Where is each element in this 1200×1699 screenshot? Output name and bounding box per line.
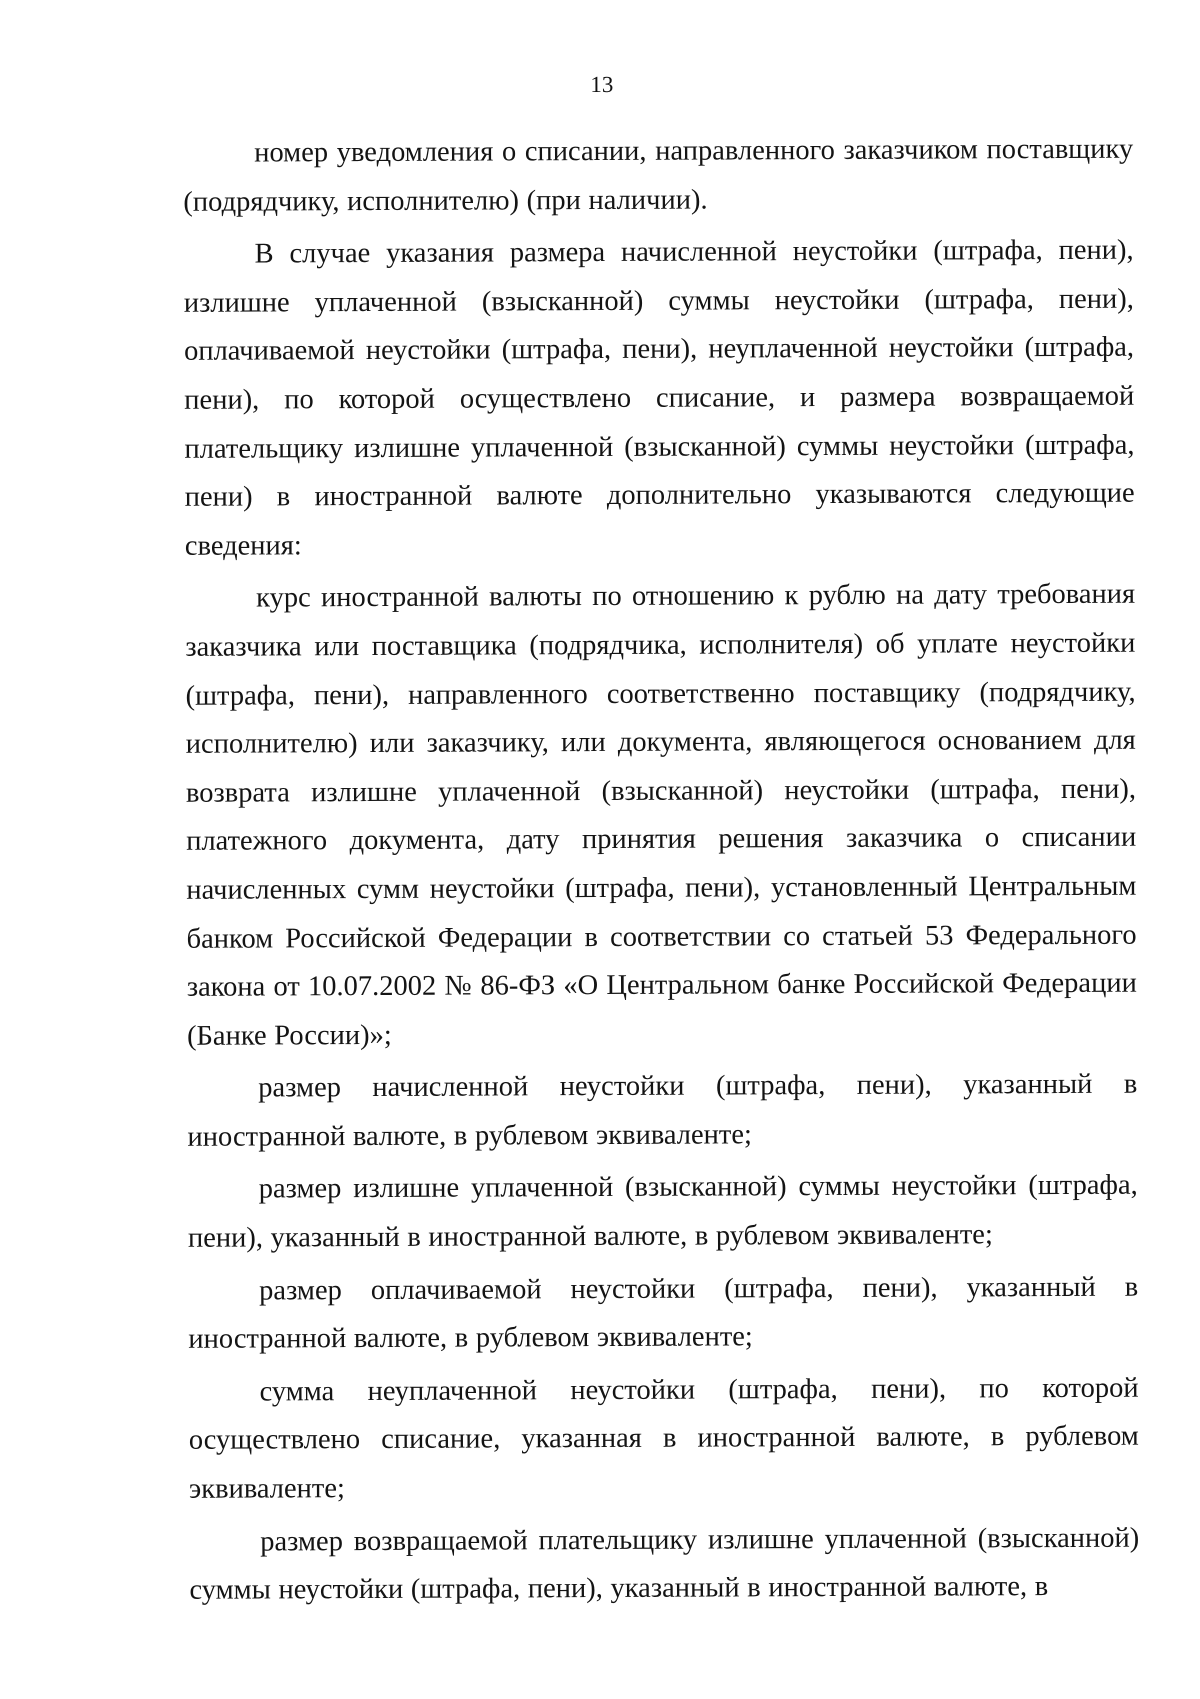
paragraph-refund-penalty: размер возвращаемой плательщику излишне уплаченной (взысканной) суммы неустойки (штрафа, пени), указанный в иностранной валюте, в [189, 1522, 1140, 1607]
paragraph-exchange-rate: курс иностранной валюты по отношению к рублю на дату требования заказчика или поставщика (подрядчика, исполнителя) об уплате неустойки (штрафа, пени), направленного соответственно поставщику (подрядчику, исполнителю) или заказчику, или документа, являющегося основанием для возврата излишне уплаченной (взысканной) неустойки (штрафа, пени), платежного документа, дату принятия решения заказчика о списании начисленных сумм неустойки (штрафа, пени), установленный Центральным банком Российской Федерации в соответствии со статьей 53 Федерального закона от 10.07.2002 № 86-ФЗ «О Центральном банке Российской Федерации (Банке России)»; [185, 579, 1137, 1052]
page-number: 13 [590, 71, 614, 98]
paragraph-overpaid-penalty: размер излишне уплаченной (взысканной) суммы неустойки (штрафа, пени), указанный в иностранной валюте, в рублевом эквиваленте; [187, 1170, 1138, 1254]
paragraph-foreign-currency-intro: В случае указания размера начисленной неустойки (штрафа, пени), излишне уплаченной (взысканной) суммы неустойки (штрафа, пени), оплачиваемой неустойки (штрафа, пени), неуплаченной неустойки (штрафа, пени), по которой осуществлено списание, и размера возвращаемой плательщику излишне уплаченной (взысканной) суммы неустойки (штрафа, пени) в иностранной валюте дополнительно указываются следующие сведения: [183, 234, 1135, 562]
paragraph-notice-number: номер уведомления о списании, направленного заказчиком поставщику (подрядчику, исполнителю) (при наличии). [183, 133, 1134, 218]
document-body [183, 126, 1139, 1616]
paragraph-paid-penalty: размер оплачиваемой неустойки (штрафа, пени), указанный в иностранной валюте, в рублевом эквиваленте; [188, 1271, 1139, 1356]
paragraph-accrued-penalty: размер начисленной неустойки (штрафа, пени), указанный в иностранной валюте, в рублевом эквиваленте; [187, 1068, 1138, 1153]
paragraph-unpaid-penalty: сумма неуплаченной неустойки (штрафа, пени), по которой осуществлено списание, указанная в иностранной валюте, в рублевом эквиваленте; [188, 1372, 1139, 1505]
